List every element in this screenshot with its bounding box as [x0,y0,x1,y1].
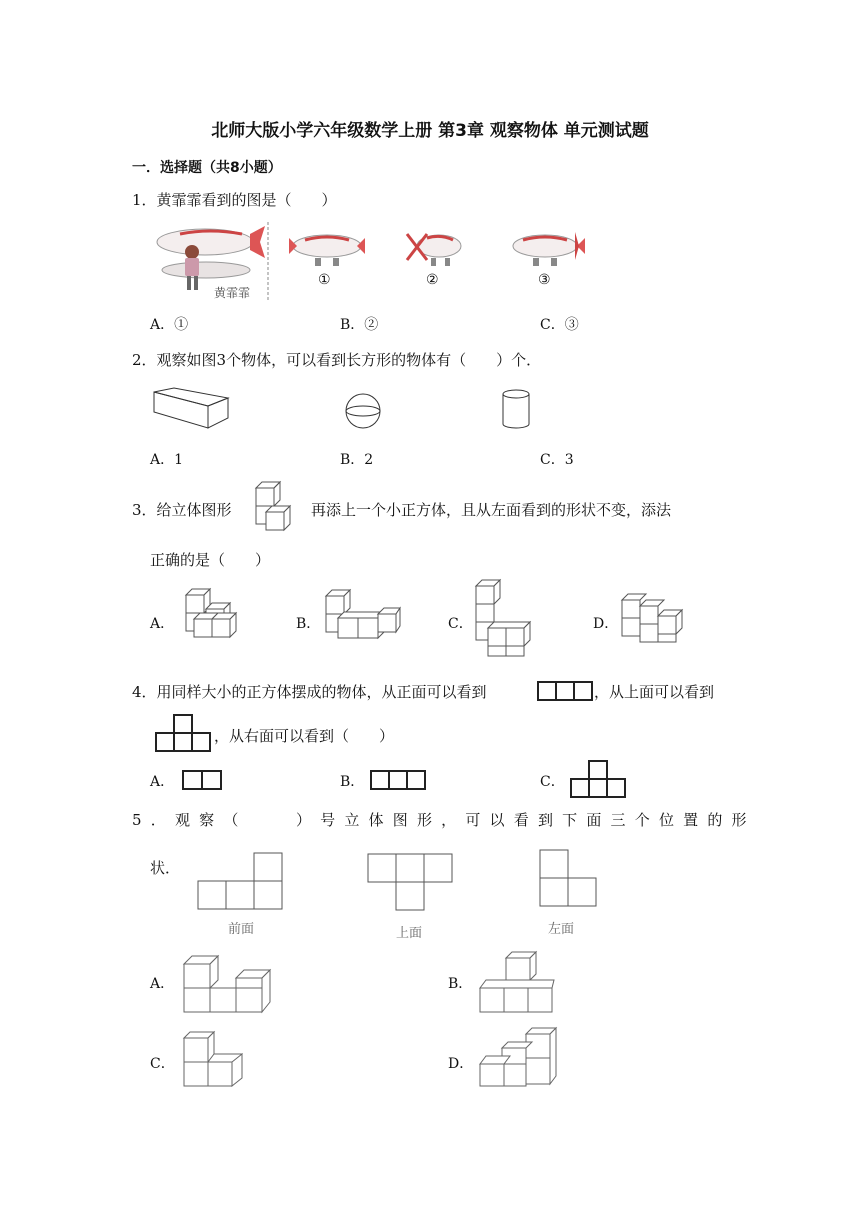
q5-option-c[interactable]: C． [150,1056,175,1072]
question-4-text-before: 4．用同样大小的正方体摆成的物体，从正面可以看到 [132,683,487,701]
q4-option-b[interactable]: B． [340,774,365,790]
q5-option-d-figure [476,1026,558,1092]
q3-option-d[interactable]: D． [593,616,619,632]
question-3-text-after: 再添上一个小正方体，且从左面看到的形状不变，添法 [311,501,672,519]
q1-view-2-image [405,230,465,270]
q5-front-view-figure [196,852,286,912]
question-2-text: 2．观察如图3个物体，可以看到长方形的物体有（ ）个． [132,351,542,369]
q3-solid-figure [252,480,304,540]
q3-option-b-figure [322,588,402,644]
q5-left-view-figure [538,848,600,910]
q1-option-b[interactable]: B．② [340,317,379,333]
q5-option-b[interactable]: B． [448,976,473,992]
q3-option-a[interactable]: A． [150,616,175,632]
q1-option-a[interactable]: A．① [150,317,189,333]
q3-option-d-figure [618,590,688,648]
q5-option-a[interactable]: A． [150,976,175,992]
q2-option-b[interactable]: B．2 [340,452,374,468]
question-4-text-after: ，从上面可以看到 [594,683,715,701]
q3-option-c-figure [472,580,532,660]
q1-view-3-image [507,230,587,270]
question-3-text-line2: 正确的是（ ） [150,551,271,569]
q4-option-a[interactable]: A． [150,774,175,790]
q2-cylinder-image [501,388,533,432]
q4-front-view-figure [537,681,593,701]
q3-option-c[interactable]: C． [448,616,473,632]
question-1-text: 1．黄霏霏看到的图是（ ） [132,191,337,209]
q5-option-b-figure [476,950,556,1016]
q1-view-1-label: ① [318,272,331,288]
q4-option-a-figure [182,770,224,790]
q2-sphere-image [344,392,384,432]
page-title: 北师大版小学六年级数学上册 第3章 观察物体 单元测试题 [211,121,649,141]
q2-option-c[interactable]: C．3 [540,452,574,468]
q3-option-b[interactable]: B． [296,616,321,632]
q1-option-c[interactable]: C．③ [540,317,579,333]
q4-option-b-figure [370,770,426,790]
q1-view-1-image [287,230,367,270]
q5-option-a-figure [180,954,272,1014]
q5-left-label: 左面 [548,922,575,937]
q2-cuboid-image [152,386,230,430]
q4-top-view-figure [155,714,213,754]
q1-view-2-label: ② [426,272,439,288]
q5-front-label: 前面 [228,922,255,937]
q3-option-a-figure [182,585,250,643]
question-5-text: 5．观察（ ）号立体图形，可以看到下面三个位置的形 [132,811,756,829]
section-heading: 一．选择题（共8小题） [132,160,282,176]
q5-option-d[interactable]: D． [448,1056,474,1072]
question-4-text-line2: ，从右面可以看到（ ） [214,727,395,745]
q1-girl-airship-image [150,222,268,302]
question-5-text-line2: 状． [150,859,181,877]
q1-girl-label: 黄霏霏 [214,286,251,300]
q4-option-c-figure [570,760,628,800]
q4-option-c[interactable]: C． [540,774,565,790]
q2-option-a[interactable]: A．1 [150,452,184,468]
q5-option-c-figure [180,1030,246,1090]
q5-top-view-figure [366,852,456,914]
question-3-text-before: 3．给立体图形 [132,501,232,519]
q1-view-3-label: ③ [538,272,551,288]
q5-top-label: 上面 [396,926,423,941]
